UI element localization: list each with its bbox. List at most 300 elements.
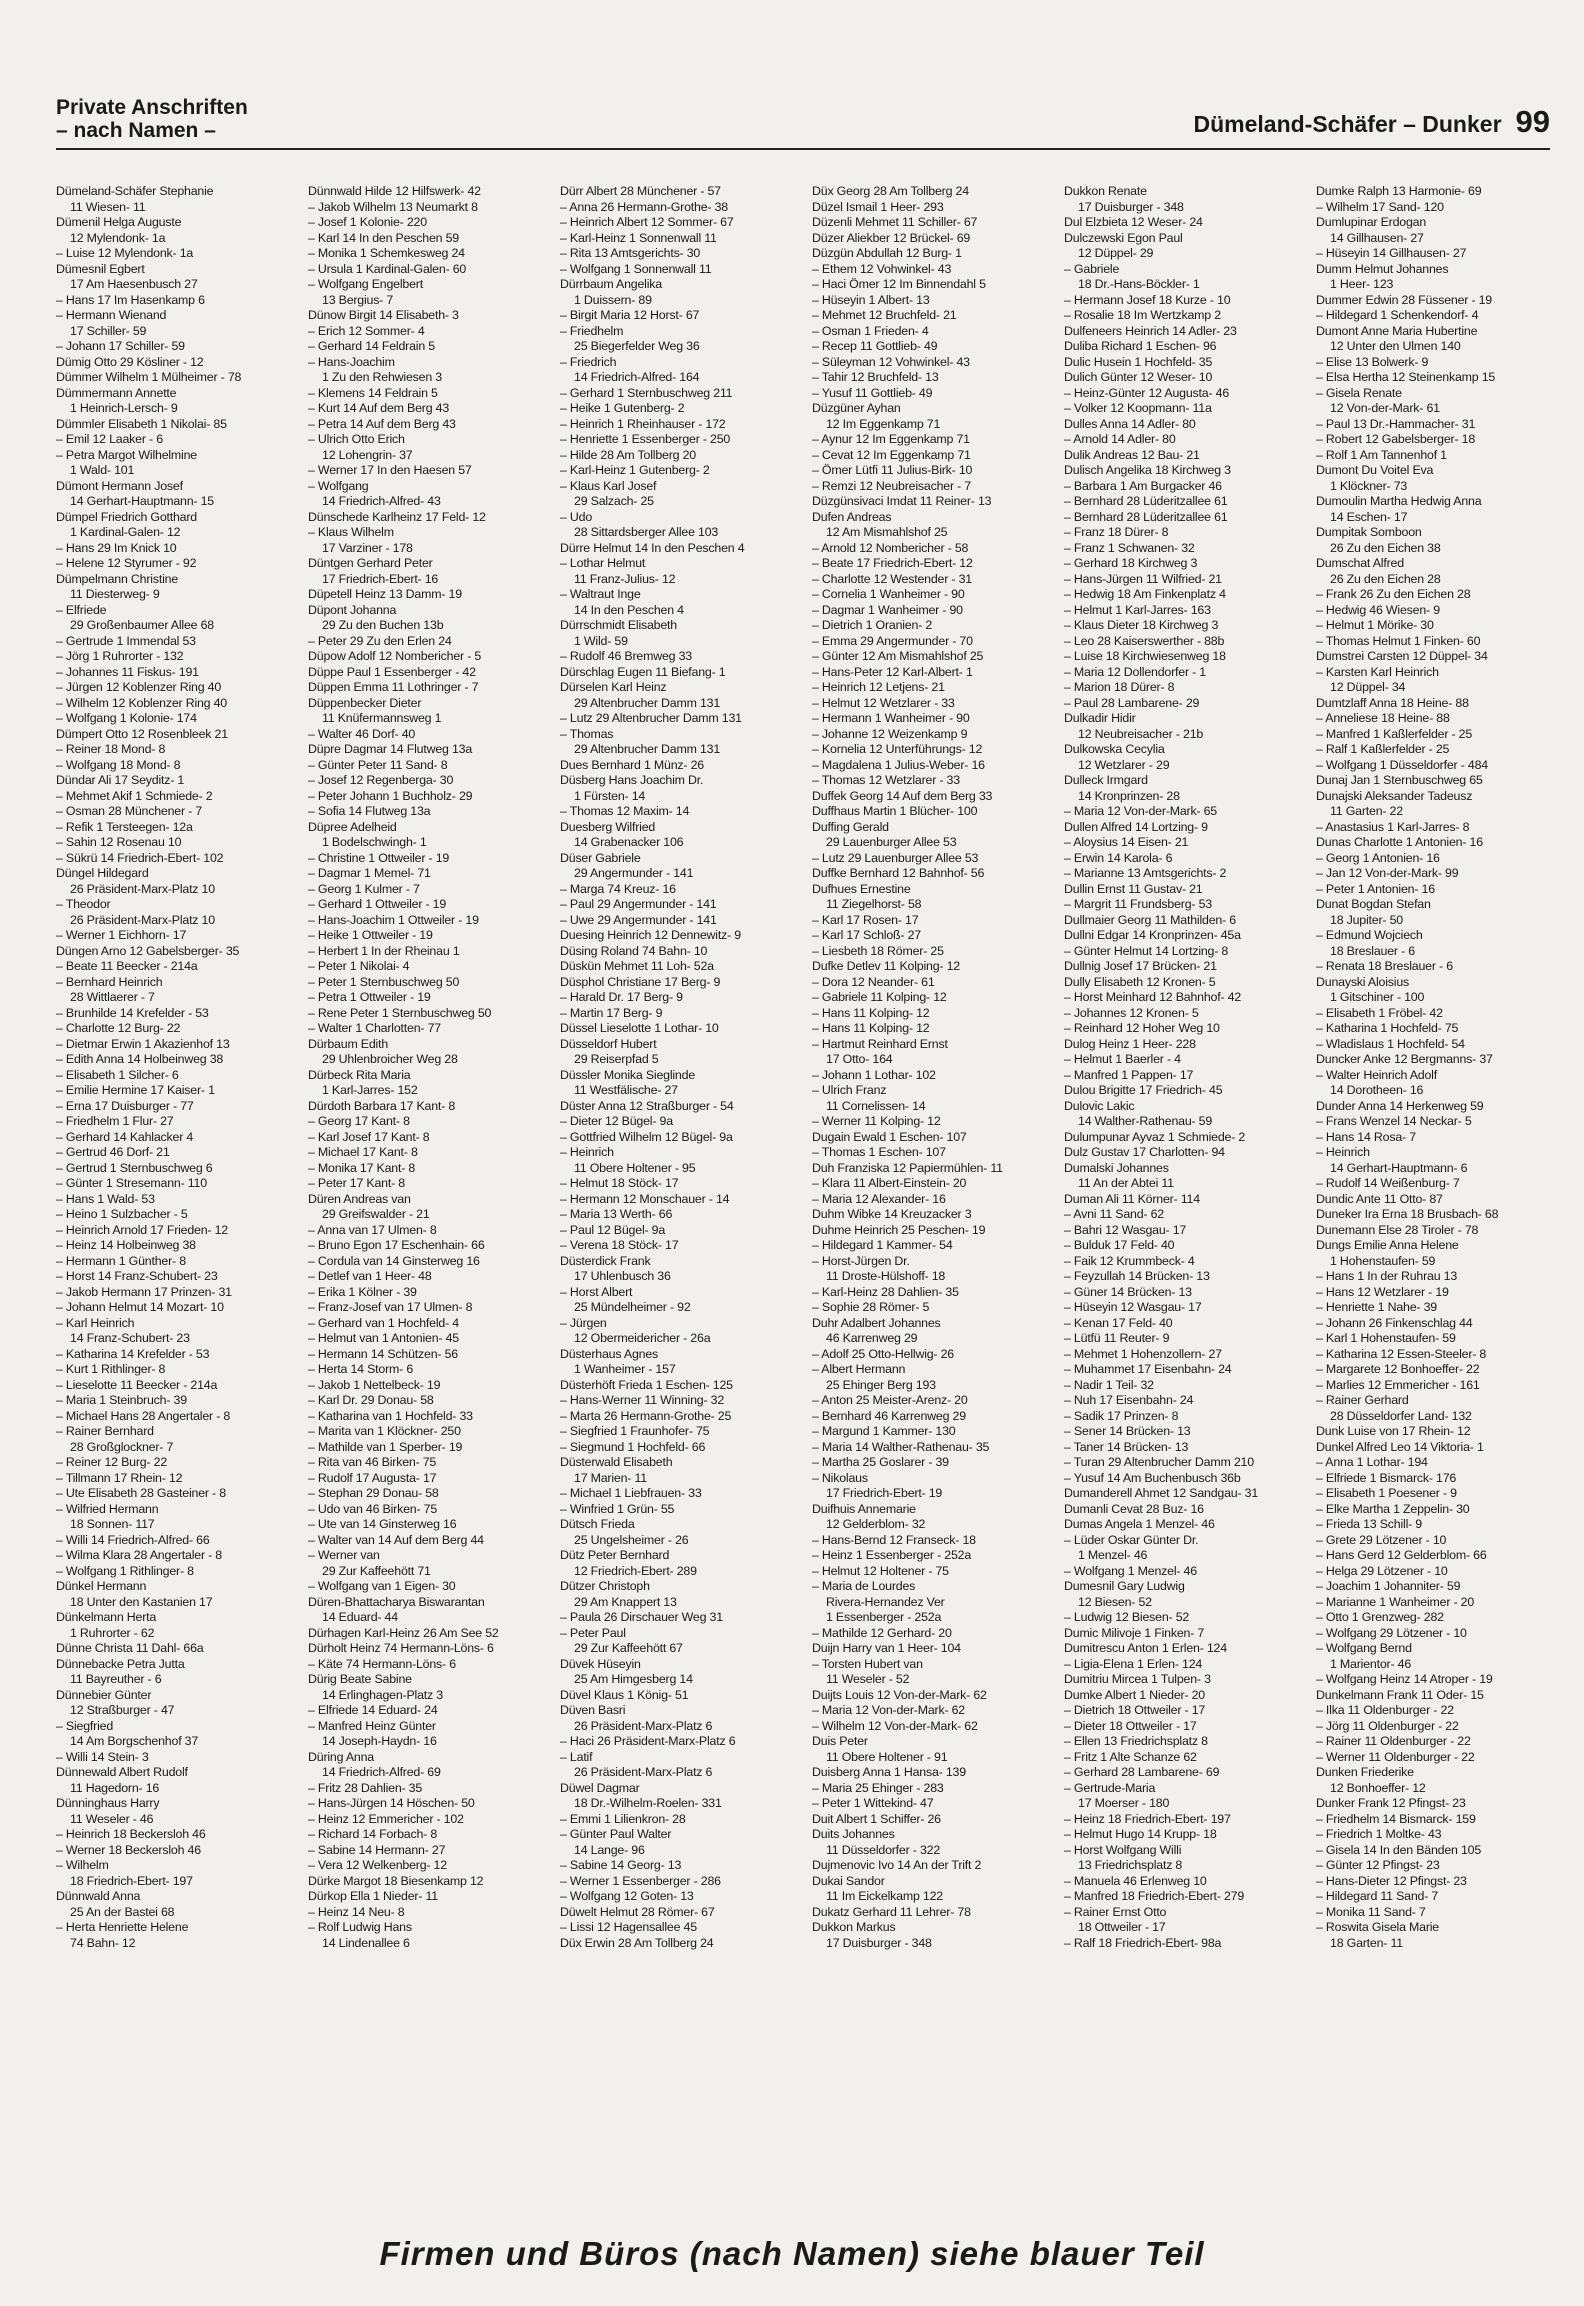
directory-entry: – Gertrude 1 Immendal 53 [56,633,196,648]
directory-entry: Dukai Sandor [812,1873,885,1888]
directory-entry: Dullnig Josef 17 Brücken- 21 [1064,959,1217,973]
directory-entry: 1 Wild- 59 [574,633,628,648]
directory-entry: – Horst Albert [560,1284,633,1299]
directory-entry: 12 Von-der-Mark- 61 [1330,401,1440,415]
directory-entry: – Hans-Joachim [308,354,395,369]
directory-column [56,184,290,2169]
directory-entry: – Kurt 14 Auf dem Berg 43 [308,401,450,415]
directory-entry: Düvek Hüseyin [560,1656,641,1671]
directory-entry: – Liesbeth 18 Römer- 25 [812,943,944,958]
directory-entry: – Sadik 17 Prinzen- 8 [1064,1408,1179,1423]
directory-entry: – Nikolaus [812,1470,868,1485]
directory-entry: – Udo [560,509,593,524]
directory-entry: Dumalski Johannes [1064,1160,1169,1175]
directory-entry: – Richard 14 Forbach- 8 [308,1827,438,1841]
directory-entry: Dümeland-Schäfer Stephanie [56,184,214,198]
directory-entry: Dues Bernhard 1 Münz- 26 [560,757,704,772]
directory-entry: – Elfriede 14 Eduard- 24 [308,1703,438,1717]
directory-entry: Dulisch Angelika 18 Kirchweg 3 [1064,463,1231,477]
directory-entry: – Emma 29 Angermunder - 70 [812,633,973,648]
section-header [56,96,248,142]
directory-entry: – Wladislaus 1 Hochfeld- 54 [1316,1036,1465,1051]
directory-entry: – Paul 13 Dr.-Hammacher- 31 [1316,416,1476,431]
directory-entry: – Remzi 12 Neubreisacher - 7 [812,478,971,493]
directory-entry: – Ulrich Otto Erich [308,432,405,446]
directory-entry: – Marita van 1 Klöckner- 250 [308,1424,461,1438]
directory-entry: – Wolfgang Bernd [1316,1641,1412,1655]
directory-entry: – Recep 11 Gottlieb- 49 [812,339,938,353]
directory-entry: 11 Bayreuther - 6 [70,1672,162,1686]
directory-entry: – Johannes 12 Kronen- 5 [1064,1005,1199,1020]
directory-entry: – Aynur 12 Im Eggenkamp 71 [812,432,970,446]
directory-entry: Düzgüner Ayhan [812,401,901,415]
directory-entry: – Elisabeth 1 Fröbel- 42 [1316,1005,1443,1020]
directory-entry: – Manfred 18 Friedrich-Ebert- 279 [1064,1889,1245,1903]
directory-entry: 1 Zu den Rehwiesen 3 [322,370,442,384]
directory-entry: 17 Schiller- 59 [70,323,147,338]
directory-entry: – Mathilde 12 Gerhard- 20 [812,1625,952,1640]
directory-entry: – Albert Hermann [812,1362,906,1376]
directory-entry: – Michael Hans 28 Angertaler - 8 [56,1408,231,1423]
directory-entry: Duisberg Anna 1 Hansa- 139 [812,1765,966,1779]
directory-entry: 25 Am Himgesberg 14 [574,1672,693,1686]
directory-entry: – Arnold 12 Nombericher - 58 [812,540,969,555]
directory-entry: – Mehmet 12 Bruchfeld- 21 [812,308,957,322]
directory-entry: – Bernhard 28 Lüderitzallee 61 [1064,494,1228,508]
directory-entry: – Erna 17 Duisburger - 77 [56,1098,194,1113]
directory-entry: – Manfred Heinz Günter [308,1718,436,1733]
directory-entry: – Gerhard 18 Kirchweg 3 [1064,556,1198,570]
directory-entry: 17 Friedrich-Ebert- 16 [322,571,439,586]
directory-entry: Dürrbaum Angelika [560,277,662,291]
directory-entry: Dünne Christa 11 Dahl- 66a [56,1641,204,1655]
directory-entry: – Wilma Klara 28 Angertaler - 8 [56,1548,222,1562]
directory-entry: 18 Ottweiler - 17 [1078,1920,1166,1934]
directory-entry: 14 Friedrich-Alfred- 43 [322,494,441,508]
directory-entry: – Karl 14 In den Peschen 59 [308,230,459,245]
directory-entry: Duits Johannes [812,1827,895,1841]
directory-entry: – Hans 11 Kolping- 12 [812,1005,930,1020]
directory-entry: – Verena 18 Stöck- 17 [560,1238,679,1252]
directory-entry: – Ludwig 12 Biesen- 52 [1064,1610,1190,1624]
directory-entry: – Katharina 14 Krefelder - 53 [56,1346,210,1361]
directory-entry: Düpow Adolf 12 Nombericher - 5 [308,649,482,663]
directory-entry: – Anna 1 Lothar- 194 [1316,1455,1428,1469]
directory-entry: – Marion 18 Dürer- 8 [1064,680,1175,694]
directory-entry: Dümmermann Annette [56,385,177,400]
directory-entry: Dütsch Frieda [560,1517,635,1531]
directory-entry: Duneker Ira Erna 18 Brusbach- 68 [1316,1207,1499,1221]
directory-entry: – Sabine 14 Hermann- 27 [308,1842,446,1857]
directory-entry: 12 Bonhoeffer- 12 [1330,1780,1426,1795]
directory-entry: Dulkowska Cecylia [1064,742,1165,756]
directory-entry: Duliba Richard 1 Eschen- 96 [1064,339,1217,353]
directory-entry: – Lüder Oskar Günter Dr. [1064,1532,1199,1547]
directory-entry: – Volker 12 Koopmann- 11a [1064,401,1212,415]
directory-entry: 1 Ruhrorter - 62 [70,1625,155,1640]
directory-entry: – Rita van 46 Birken- 75 [308,1455,437,1469]
directory-entry: Dünnebacke Petra Jutta [56,1656,185,1671]
directory-entry: – Dietrich 1 Oranien- 2 [812,618,933,632]
directory-entry: Düsterhaus Agnes [560,1346,659,1361]
directory-entry: Düsphol Christiane 17 Berg- 9 [560,974,721,989]
directory-entry: – Kenan 17 Feld- 40 [1064,1315,1173,1330]
directory-entry: – Otto 1 Grenzweg- 282 [1316,1610,1444,1624]
directory-entry: – Cornelia 1 Wanheimer - 90 [812,587,965,601]
directory-entry: Dümig Otto 29 Kösliner - 12 [56,354,204,369]
directory-entry: – Helmut 12 Holtener - 75 [812,1563,949,1578]
directory-entry: – Willi 14 Friedrich-Alfred- 66 [56,1532,210,1547]
directory-entry: Dundic Ante 11 Otto- 87 [1316,1191,1443,1206]
directory-entry: Dulovic Lakic [1064,1098,1135,1113]
directory-entry: 12 Gelderblom- 32 [826,1517,926,1531]
directory-entry: Duit Albert 1 Schiffer- 26 [812,1811,941,1826]
directory-entry: – Wilfried Hermann [56,1501,159,1516]
section-header-line2: – nach Namen – [56,119,216,142]
directory-entry: 18 Unter den Kastanien 17 [70,1594,213,1609]
directory-entry: – Martha 25 Goslarer - 39 [812,1455,949,1469]
directory-entry: – Emil 12 Laaker - 6 [56,432,163,446]
directory-entry: – Gerhard van 1 Hochfeld- 4 [308,1315,459,1330]
directory-entry: Dungs Emilie Anna Helene [1316,1238,1459,1252]
directory-entry: – Winfried 1 Grün- 55 [560,1501,675,1516]
directory-entry: 25 Mündelheimer - 92 [574,1300,691,1314]
directory-entry: – Walter van 14 Auf dem Berg 44 [308,1532,484,1547]
directory-entry: – Sofia 14 Flutweg 13a [308,804,431,818]
directory-entry: – Rudolf 46 Bremweg 33 [560,649,692,663]
directory-entry: – Osman 1 Frieden- 4 [812,323,929,338]
directory-entry: Düx Erwin 28 Am Tollberg 24 [560,1935,714,1950]
directory-entry: – Theodor [56,897,111,911]
directory-entry: – Heinrich 1 Rheinhauser - 172 [560,416,726,431]
directory-entry: – Lutz 29 Lauenburger Allee 53 [812,850,979,865]
directory-entry: 18 Garten- 11 [1330,1935,1403,1950]
section-header-line1: Private Anschriften [56,96,248,119]
directory-entry: Dufke Detlev 11 Kolping- 12 [812,959,960,973]
directory-entry: – Sükrü 14 Friedrich-Ebert- 102 [56,850,224,865]
directory-entry: – Friedhelm [560,323,624,338]
directory-entry: Dumm Helmut Johannes [1316,261,1449,276]
directory-entry: 12 Lohengrin- 37 [322,447,413,462]
directory-entry: – Roswita Gisela Marie [1316,1920,1439,1934]
directory-entry: – Waltraut Inge [560,587,641,601]
directory-entry: – Jörg 11 Oldenburger - 22 [1316,1718,1459,1733]
directory-entry: – Walter 46 Dorf- 40 [308,726,416,741]
directory-entry: 29 Greifswalder - 21 [322,1207,430,1221]
directory-entry: – Rudolf 14 Weißenburg- 7 [1316,1176,1460,1190]
directory-entry: 1 Bodelschwingh- 1 [322,835,427,849]
directory-entry: Dumas Angela 1 Menzel- 46 [1064,1517,1215,1531]
directory-entry: – Elise 13 Bolwerk- 9 [1316,354,1429,369]
directory-entry: – Monika 11 Sand- 7 [1316,1904,1426,1919]
directory-entry: Dumke Albert 1 Nieder- 20 [1064,1687,1206,1702]
directory-entry: – Dagmar 1 Wanheimer - 90 [812,602,963,617]
directory-entry: – Erich 12 Sommer- 4 [308,323,425,338]
directory-entry: – Anna 26 Hermann-Grothe- 38 [560,199,728,214]
directory-entry: 29 Altenbrucher Damm 131 [574,742,721,756]
directory-entry: Duijn Harry van 1 Heer- 104 [812,1641,961,1655]
directory-entry: – Friedhelm 1 Flur- 27 [56,1114,174,1128]
directory-entry: 17 Uhlenbusch 36 [574,1269,671,1283]
directory-entry: Dumlupinar Erdogan [1316,215,1427,229]
directory-entry: – Anneliese 18 Heine- 88 [1316,711,1450,725]
directory-entry: – Hans-Werner 11 Winning- 32 [560,1393,725,1407]
directory-entry: 12 Im Eggenkamp 71 [826,416,941,431]
directory-entry: – Georg 1 Antonien- 16 [1316,850,1440,865]
directory-entry: Dunk Luise von 17 Rhein- 12 [1316,1424,1471,1438]
directory-entry: – Jürgen [560,1315,607,1330]
directory-entry: 14 Eduard- 44 [322,1610,398,1624]
directory-entry: – Luise 12 Mylendonk- 1a [56,246,194,260]
directory-entry: Düppenbecker Dieter [308,695,422,710]
directory-entry: – Horst 14 Franz-Schubert- 23 [56,1269,218,1283]
directory-entry: – Muhammet 17 Eisenbahn- 24 [1064,1362,1232,1376]
directory-entry: 1 Wald- 101 [70,463,135,477]
directory-entry: – Maria de Lourdes [812,1579,916,1593]
directory-entry: Dunken Friederike [1316,1765,1414,1779]
directory-entry: – Jakob Hermann 17 Prinzen- 31 [56,1284,232,1299]
directory-entry: 26 Zu den Eichen 28 [1330,571,1441,586]
directory-entry: – Petra Margot Wilhelmine [56,447,197,462]
directory-entry: – Hermann Wienand [56,308,167,322]
directory-entry: – Rainer Ernst Otto [1064,1904,1167,1919]
directory-entry: – Dieter 12 Bügel- 9a [560,1114,673,1128]
directory-entry: – Adolf 25 Otto-Hellwig- 26 [812,1346,954,1361]
directory-entry: 25 Ehinger Berg 193 [826,1377,936,1392]
directory-entry: 1 Marientor- 46 [1330,1656,1412,1671]
directory-entry: Dumesnil Gary Ludwig [1064,1579,1185,1593]
directory-entry: 12 Friedrich-Ebert- 289 [574,1563,697,1578]
directory-entry: Dukkon Markus [812,1920,896,1934]
directory-entry: – Hildegard 11 Sand- 7 [1316,1889,1439,1903]
directory-entry: 11 Garten- 22 [1330,804,1403,818]
directory-entry: – Hermann 1 Günther- 8 [56,1253,186,1268]
directory-entry: – Maria 12 Alexander- 16 [812,1191,946,1206]
directory-entry: Duffhaus Martin 1 Blücher- 100 [812,804,978,818]
directory-entry: – Maria 14 Walther-Rathenau- 35 [812,1439,990,1454]
directory-entry: – Helmut 18 Stöck- 17 [560,1176,679,1190]
directory-entry: – Henriette 1 Nahe- 39 [1316,1300,1437,1314]
directory-entry: – Heinz 18 Friedrich-Ebert- 197 [1064,1811,1231,1826]
directory-entry: Düwelt Helmut 28 Römer- 67 [560,1904,715,1919]
directory-entry: – Rita 13 Amtsgerichts- 30 [560,246,701,260]
directory-entry: – Nadir 1 Teil- 32 [1064,1377,1154,1392]
directory-entry: – Robert 12 Gabelsberger- 18 [1316,432,1476,446]
directory-entry: 14 Erlinghagen-Platz 3 [322,1687,443,1702]
directory-entry: – Käte 74 Hermann-Löns- 6 [308,1656,456,1671]
directory-entry: Dümenil Helga Auguste [56,215,182,229]
directory-entry: Dumitriu Mircea 1 Tulpen- 3 [1064,1672,1211,1686]
directory-entry: – Wolfgang 1 Düsseldorfer - 484 [1316,757,1488,772]
directory-entry: – Ligia-Elena 1 Erlen- 124 [1064,1656,1203,1671]
directory-column [308,184,542,2169]
directory-entry: – Udo van 46 Birken- 75 [308,1501,438,1516]
directory-entry: – Ute Elisabeth 28 Gasteiner - 8 [56,1486,226,1500]
directory-entry: 12 Straßburger - 47 [70,1703,175,1717]
directory-entry: – Cordula van 14 Ginsterweg 16 [308,1253,480,1268]
directory-entry: 18 Dr.-Hans-Böckler- 1 [1078,277,1200,291]
directory-entry: 1 Kardinal-Galen- 12 [70,525,181,539]
directory-entry: Dürhagen Karl-Heinz 26 Am See 52 [308,1625,499,1640]
directory-entry: 18 Jupiter- 50 [1330,912,1403,927]
directory-entry: – Mehmet Akif 1 Schmiede- 2 [56,788,213,803]
directory-entry: 11 Hagedorn- 16 [70,1780,160,1795]
directory-entry: – Helga 29 Lötzener - 10 [1316,1563,1448,1578]
directory-entry: – Dora 12 Neander- 61 [812,974,935,989]
directory-entry: Düsing Roland 74 Bahn- 10 [560,943,708,958]
directory-entry: Düpree Adelheid [308,819,397,834]
directory-entry: – Hans 29 Im Knick 10 [56,540,177,555]
directory-entry: – Werner van [308,1548,380,1562]
directory-entry: – Gisela 14 In den Bänden 105 [1316,1842,1482,1857]
directory-entry: – Mathilde van 1 Sperber- 19 [308,1439,463,1454]
directory-entry: 14 In den Peschen 4 [574,602,684,617]
directory-entry: – Ilka 11 Oldenburger - 22 [1316,1703,1454,1717]
directory-entry: – Wolfgang 1 Sonnenwall 11 [560,261,712,276]
directory-entry: Dullni Edgar 14 Kronprinzen- 45a [1064,928,1241,942]
directory-entry: 1 Gitschiner - 100 [1330,990,1425,1004]
directory-entry: – Heike 1 Ottweiler - 19 [308,928,433,942]
directory-entry: Dumanli Cevat 28 Buz- 16 [1064,1501,1204,1516]
directory-entry: – Torsten Hubert van [812,1656,923,1671]
directory-entry: – Kornelia 12 Unterführungs- 12 [812,742,983,756]
directory-entry: – Frieda 13 Schill- 9 [1316,1517,1422,1531]
directory-entry: Düntgen Gerhard Peter [308,556,433,570]
directory-entry: – Maria 1 Steinbruch- 39 [56,1393,187,1407]
directory-entry: – Franz-Josef van 17 Ulmen- 8 [308,1300,473,1314]
directory-entry: 18 Breslauer - 6 [1330,943,1415,958]
directory-entry: 46 Karrenweg 29 [826,1331,918,1345]
directory-entry: – Marta 26 Hermann-Grothe- 25 [560,1408,732,1423]
directory-entry: – Süleyman 12 Vohwinkel- 43 [812,354,970,369]
directory-entry: – Rolf Ludwig Hans [308,1920,412,1934]
directory-entry: – Barbara 1 Am Burgacker 46 [1064,478,1222,493]
directory-entry: – Gerhard 1 Ottweiler - 19 [308,897,447,911]
directory-entry: – Martin 17 Berg- 9 [560,1005,663,1020]
directory-entry: 14 Eschen- 17 [1330,509,1408,524]
directory-entry: – Hans-Bernd 12 Franseck- 18 [812,1532,976,1547]
directory-entry: Dürselen Karl Heinz [560,680,667,694]
directory-entry: Dulou Brigitte 17 Friedrich- 45 [1064,1083,1223,1097]
directory-entry: 29 Zur Kaffeehött 71 [322,1563,431,1578]
directory-entry: Dürre Helmut 14 In den Peschen 4 [560,540,745,555]
directory-entry: – Wolfgang [308,478,369,493]
directory-entry: – Helene 12 Styrumer - 92 [56,556,197,570]
directory-entry: 14 Gillhausen- 27 [1330,230,1424,245]
directory-entry: – Edith Anna 14 Holbeinweg 38 [56,1052,224,1066]
directory-entry: – Tillmann 17 Rhein- 12 [56,1470,183,1485]
directory-entry: Düven Basri [560,1703,626,1717]
directory-entry: – Edmund Wojciech [1316,928,1423,942]
directory-entry: – Elfriede [56,602,107,617]
directory-entry: – Margund 1 Kammer- 130 [812,1424,956,1438]
directory-entry: – Johann 26 Finkenschlag 44 [1316,1315,1473,1330]
directory-entry: 11 Ziegelhorst- 58 [826,897,922,911]
directory-entry: Duhr Adalbert Johannes [812,1315,941,1330]
directory-entry: 12 Düppel- 29 [1078,246,1154,260]
directory-entry: 25 Biegerfelder Weg 36 [574,339,700,353]
directory-entry: Dufen Andreas [812,509,892,524]
directory-entry: 11 Obere Holtener - 95 [574,1160,696,1175]
directory-entry: Dujmenovic Ivo 14 An der Trift 2 [812,1858,982,1872]
directory-entry: Dündar Ali 17 Seyditz- 1 [56,773,185,787]
directory-entry: 1 Duissern- 89 [574,292,652,307]
directory-entry: 13 Friedrichsplatz 8 [1078,1858,1183,1872]
directory-entry: – Gertrud 46 Dorf- 21 [56,1145,170,1159]
directory-entry: Düpre Dagmar 14 Flutweg 13a [308,742,473,756]
directory-entry: – Wolfgang 18 Mond- 8 [56,757,181,772]
directory-entry: 11 Wiesen- 11 [70,199,146,214]
directory-entry: – Hans 14 Rosa- 7 [1316,1129,1416,1144]
directory-entry: 18 Friedrich-Ebert- 197 [70,1873,193,1888]
directory-entry: – Beate 17 Friedrich-Ebert- 12 [812,556,973,570]
directory-entry: – Günter Helmut 14 Lortzing- 8 [1064,943,1229,958]
directory-entry: Duhme Heinrich 25 Peschen- 19 [812,1222,986,1237]
directory-entry: – Anna van 17 Ulmen- 8 [308,1222,437,1237]
directory-entry: Dürholt Heinz 74 Hermann-Löns- 6 [308,1641,494,1655]
directory-entry: Dummer Edwin 28 Füssener - 19 [1316,292,1492,307]
directory-entry: – Paula 26 Dirschauer Weg 31 [560,1610,723,1624]
directory-entry: 26 Präsident-Marx-Platz 10 [70,912,215,927]
directory-entry: – Manfred 1 Kaßlerfelder - 25 [1316,726,1473,741]
directory-entry: Dümpel Friedrich Gotthard [56,509,197,524]
directory-entry: – Rolf 1 Am Tannenhof 1 [1316,447,1447,462]
directory-entry: – Heinz 12 Emmericher - 102 [308,1811,464,1826]
directory-entry: – Paul 29 Angermunder - 141 [560,897,717,911]
directory-entry: 29 Uhlenbroicher Weg 28 [322,1052,458,1066]
directory-entry: – Erika 1 Kölner - 39 [308,1284,417,1299]
directory-entry: 25 Ungelsheimer - 26 [574,1532,689,1547]
directory-entry: Dugain Ewald 1 Eschen- 107 [812,1129,967,1144]
directory-entry: 12 Wetzlarer - 29 [1078,757,1170,772]
directory-entry: Dützer Christoph [560,1579,650,1593]
directory-entry: – Josef 12 Regenberga- 30 [308,773,454,787]
directory-entry: Dumitrescu Anton 1 Erlen- 124 [1064,1641,1227,1655]
directory-entry: – Wolfgang 1 Menzel- 46 [1064,1563,1197,1578]
directory-entry: – Günter 12 Pfingst- 23 [1316,1858,1440,1872]
directory-entry: Düsseldorf Hubert [560,1036,657,1051]
directory-entry: – Aloysius 14 Eisen- 21 [1064,835,1189,849]
directory-entry: – Bernhard 28 Lüderitzallee 61 [1064,509,1228,524]
directory-entry: – Gerhard 28 Lambarene- 69 [1064,1765,1220,1779]
directory-entry: – Karsten Karl Heinrich [1316,664,1439,679]
directory-entry: – Jürgen 12 Koblenzer Ring 40 [56,680,222,694]
directory-entry: Duis Peter [812,1734,868,1748]
directory-entry: Dürschlag Eugen 11 Biefang- 1 [560,664,726,679]
directory-entry: – Katharina 1 Hochfeld- 75 [1316,1021,1459,1035]
directory-entry: – Osman 28 Münchener - 7 [56,804,203,818]
directory-entry: 12 Mylendonk- 1a [70,230,166,245]
directory-entry: – Frans Wenzel 14 Neckar- 5 [1316,1114,1472,1128]
directory-entry: – Maria 25 Ehinger - 283 [812,1780,944,1795]
directory-entry: Düsterhöft Frieda 1 Eschen- 125 [560,1377,733,1392]
directory-entry: – Michael 17 Kant- 8 [308,1145,418,1159]
directory-entry: Dunder Anna 14 Herkenweg 59 [1316,1098,1484,1113]
directory-entry: – Paul 28 Lambarene- 29 [1064,695,1200,710]
directory-entry: – Bahri 12 Wasgau- 17 [1064,1222,1187,1237]
directory-entry: 11 Weseler - 46 [70,1811,154,1826]
directory-entry: – Ute van 14 Ginsterweg 16 [308,1517,457,1531]
directory-entry: Dünschede Karlheinz 17 Feld- 12 [308,509,486,524]
directory-entry: – Thomas 12 Maxim- 14 [560,804,690,818]
directory-entry: – Heinz 14 Neu- 8 [308,1904,405,1919]
directory-entry: Dumont Du Voitel Eva [1316,463,1434,477]
directory-entry: 17 Friedrich-Ebert- 19 [826,1486,943,1500]
directory-entry: – Feyzullah 14 Brücken- 13 [1064,1269,1210,1283]
directory-entry: 12 Neubreisacher - 21b [1078,726,1204,741]
directory-entry: – Hermann 12 Monschauer - 14 [560,1191,730,1206]
directory-entry: – Peter Johann 1 Buchholz- 29 [308,788,473,803]
